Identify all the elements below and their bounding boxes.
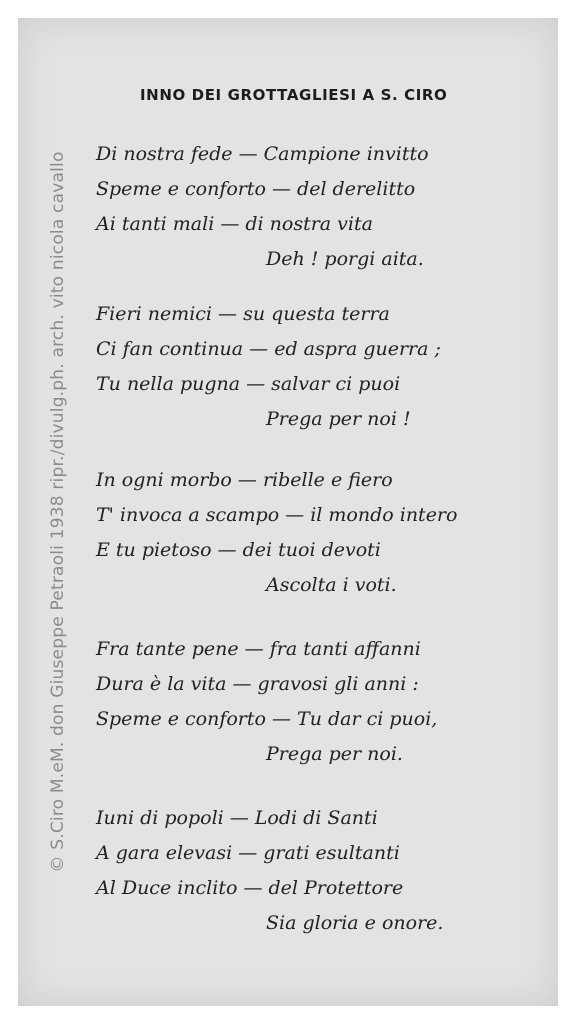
stanza-1 [96,137,516,277]
stanza-4 [96,632,516,772]
verse-refrain: Ascolta i voti. [266,574,397,596]
verse-line: E tu pietoso — dei tuoi devoti [96,539,381,561]
verse-line: Iuni di popoli — Lodi di Santi [96,807,378,829]
verse-line: T' invoca a scampo — il mondo intero [96,504,458,526]
verse-line: A gara elevasi — grati esultanti [96,842,400,864]
verse-line: Dura è la vita — gravosi gli anni : [96,673,419,695]
stanza-5 [96,801,516,941]
verse-line: Fieri nemici — su questa terra [96,303,390,325]
poem-title: INNO DEI GROTTAGLIESI A S. CIRO [140,86,448,104]
verse-refrain: Deh ! porgi aita. [266,248,424,270]
copyright-watermark: © S.Ciro M.eM. don Giuseppe Petraoli 1938 ripr./divulg.ph. arch. vito nicola cavallo [48,151,68,873]
verse-line: Fra tante pene — fra tanti affanni [96,638,421,660]
verse-refrain: Prega per noi. [266,743,403,765]
verse-line: Speme e conforto — del derelitto [96,178,416,200]
verse-line: Di nostra fede — Campione invitto [96,143,429,165]
stanza-3 [96,463,516,603]
verse-line: Tu nella pugna — salvar ci puoi [96,373,401,395]
verse-line: Al Duce inclito — del Protettore [96,877,404,899]
verse-refrain: Prega per noi ! [266,408,411,430]
verse-line: Ci fan continua — ed aspra guerra ; [96,338,441,360]
verse-refrain: Sia gloria e onore. [266,912,444,934]
verse-line: Ai tanti mali — di nostra vita [96,213,373,235]
verse-line: In ogni morbo — ribelle e fiero [96,469,393,491]
stanza-2 [96,297,516,437]
verse-line: Speme e conforto — Tu dar ci puoi, [96,708,438,730]
